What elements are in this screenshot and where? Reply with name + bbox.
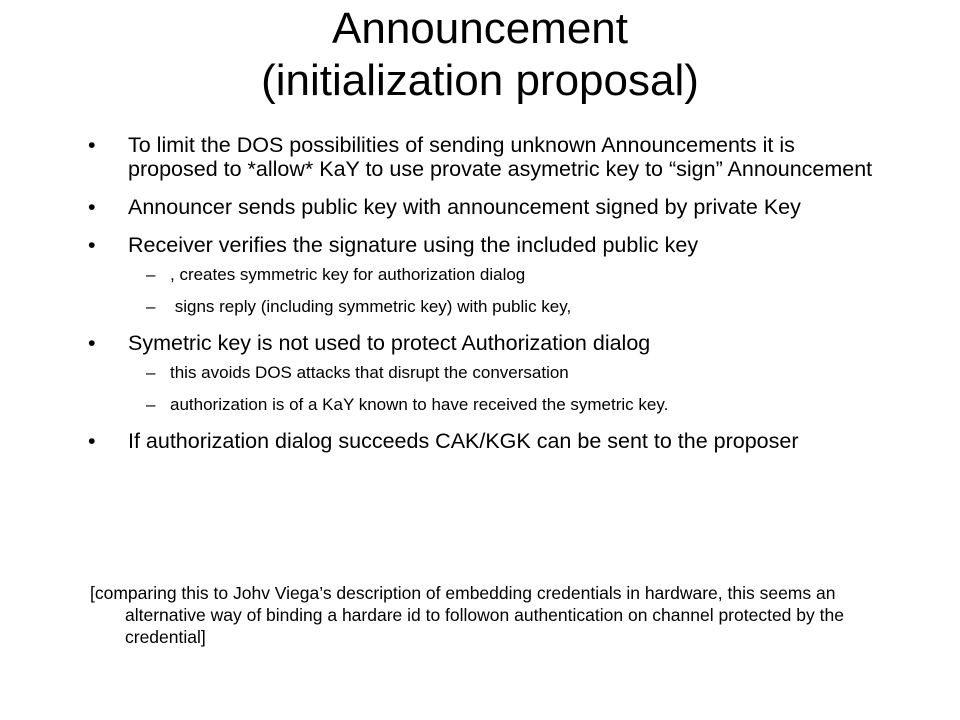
sub-bullet-text: this avoids DOS attacks that disrupt the conversation [170, 363, 569, 382]
sub-bullet-text: authorization is of a KaY known to have received the symetric key. [170, 395, 669, 414]
bullet-text: If authorization dialog succeeds CAK/KGK can be sent to the proposer [128, 429, 799, 453]
bullet-text: To limit the DOS possibilities of sending unknown Announcements it is proposed to *allow* KaY to use provate asymetric key to “sign” Announcement [128, 133, 873, 181]
slide-title-line-2: (initialization proposal) [261, 56, 699, 105]
slide-title-line-1: Announcement [332, 4, 628, 53]
bullet-item [88, 331, 878, 355]
bullet-text: Receiver verifies the signature using the included public key [128, 233, 699, 257]
bullet-icon: • [88, 133, 96, 157]
bullet-text: Symetric key is not used to protect Authorization dialog [128, 331, 651, 355]
sub-bullet-item [88, 297, 878, 317]
slide-title [0, 3, 960, 107]
sub-bullet-item [88, 395, 878, 415]
bullet-item [88, 233, 878, 257]
bullet-item [88, 133, 878, 181]
bullet-icon: • [88, 233, 96, 257]
dash-icon: – [146, 265, 156, 284]
bullet-icon: • [88, 429, 96, 453]
bullet-icon: • [88, 331, 96, 355]
slide-note: [comparing this to Johv Viega’s description of embedding credentials in hardware, this seems an alternative way of binding a hardare id to followon authentication on channel protected by the credential] [90, 583, 844, 647]
slide-body [88, 133, 878, 467]
bullet-text: Announcer sends public key with announcement signed by private Key [128, 195, 801, 219]
sub-bullet-item [88, 265, 878, 285]
sub-bullet-text: signs reply (including symmetric key) with public key, [170, 297, 572, 316]
dash-icon: – [146, 395, 156, 414]
dash-icon: – [146, 297, 156, 316]
dash-icon: – [146, 363, 156, 382]
sub-bullet-item [88, 363, 878, 383]
sub-bullet-text: , creates symmetric key for authorization dialog [170, 265, 526, 284]
bullet-item [88, 195, 878, 219]
bullet-item [88, 429, 878, 453]
bullet-icon: • [88, 195, 96, 219]
